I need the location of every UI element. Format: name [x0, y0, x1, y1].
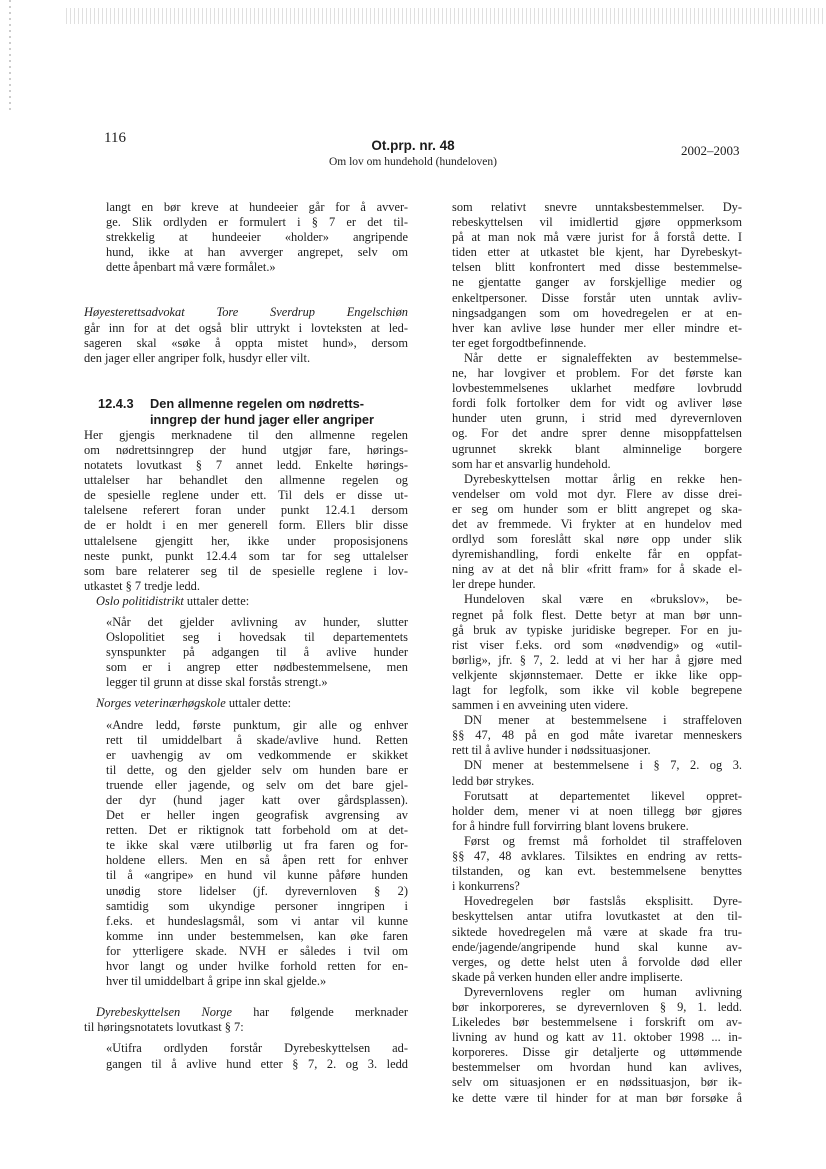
text-line: f.eks. et hundeslagsmål, som vi antar vil kunne — [106, 913, 408, 928]
text-line: på at man nok må være jurist for å forstå dette. I — [452, 230, 742, 245]
text-line: rett til umiddelbart å skade/avlive hund. Retten — [106, 732, 408, 747]
text-line: ordlyd som foreslått skal nøre opp under slik — [452, 532, 742, 547]
text-line: retten. Det er riktignok tatt forbehold om at det- — [106, 823, 408, 838]
text-line: bestemmelser om hvordan hund kan avlives, — [452, 1060, 742, 1075]
scan-artifact-top — [66, 8, 826, 24]
text-line: korporeres. Disse gir detaljerte og uttømmende — [452, 1045, 742, 1060]
right-paragraph-4 — [452, 592, 742, 713]
text-line: det av fremmede. Vi frykter at en hundelov med — [452, 516, 742, 531]
running-header-title: Ot.prp. nr. 48 — [371, 138, 455, 153]
text-line: Oslopolitiet seg i hovedsak til departementets — [106, 630, 408, 645]
dyrebeskyttelsen-lead: Dyrebeskyttelsen Norge — [96, 1005, 232, 1020]
text-line: «Når det gjelder avlivning av hunder, slutter — [106, 614, 408, 629]
text-line: ter eget forgodtbefinnende. — [452, 335, 587, 350]
text-line: de er holdt i en mer generell form. Ellers blir disse — [84, 518, 408, 533]
text-line: enkeltpersoner. Disse forstår uten unntak avliv- — [452, 290, 742, 305]
nvh-quote — [84, 718, 408, 990]
text-line: om nødrettsinngrep der hund utgjør fare, hørings- — [84, 442, 408, 457]
oslo-lead: Oslo politidistrikt — [96, 593, 184, 608]
right-paragraph-3 — [452, 472, 742, 593]
right-paragraph-2 — [452, 351, 742, 472]
text-line: hver kan avlive løse hunder mer eller mindre et- — [452, 320, 742, 335]
text-line: ne gjentatte ganger av forskjellige medier og — [452, 275, 742, 290]
text-line: te ikke skal være utilbørlig ut fra faren og for- — [106, 838, 408, 853]
text-line: hver til umiddelbart å gripe inn skal gjelde.» — [106, 974, 327, 989]
text-line: livning av hund og katt av 11. oktober 1998 ... in- — [452, 1030, 742, 1045]
right-paragraph-10 — [452, 985, 742, 1106]
left-column — [84, 200, 408, 1072]
nvh-rest: uttaler dette: — [225, 696, 292, 711]
intro-paragraph — [84, 428, 408, 594]
oslo-intro-line — [84, 594, 408, 609]
right-column — [452, 200, 742, 1106]
text-line: lovbestemmelsenes uklarhet medføre lovbrudd — [452, 381, 742, 396]
right-paragraph-6 — [452, 758, 742, 788]
right-paragraph-9 — [452, 894, 742, 985]
section-heading — [84, 396, 408, 428]
text-line: rebeskyttelsen vil imidlertid gjøre oppmerksom — [452, 215, 742, 230]
section-title-2: inngrep der hund jager eller angriper — [150, 411, 374, 427]
text-line: børlig», jfr. § 7, 2. ledd at vi her har å gjøre med — [452, 652, 742, 667]
text-line: siktede hovedregelen må være at skade fra tru- — [452, 924, 742, 939]
text-line: neste punkt, punkt 12.4.4 som tar for seg uttalelser — [84, 548, 408, 563]
text-line: Når dette er signaleffekten av bestemmelse- — [464, 350, 742, 365]
nvh-intro — [84, 696, 408, 711]
text-line: hvor langt og under hvilke forhold retten for en- — [106, 959, 408, 974]
right-paragraph-1 — [452, 200, 742, 351]
text-line: gå bruk av typiske juridiske begreper. For en ju- — [452, 622, 742, 637]
text-line: regnet på folk flest. Dette betyr at man bør unn- — [452, 607, 742, 622]
text-line: «Andre ledd, første punktum, gir alle og enhver — [106, 717, 408, 732]
text-line: langt en bør kreve at hundeeier går for å avver- — [106, 200, 408, 214]
text-line: som er i angrep etter nødbestemmelsene, men — [106, 660, 408, 675]
text-line: telsen blitt konfrontert med disse bestemmelse- — [452, 260, 742, 275]
text-line: Først og fremst må forholdet til straffeloven — [464, 833, 742, 848]
text-line: Hundeloven skal være en «brukslov», be- — [464, 592, 742, 607]
right-paragraph-7 — [452, 789, 742, 834]
dyrebeskyttelsen-intro — [84, 1005, 408, 1035]
quote-continued — [84, 200, 408, 275]
text-line: de spesielle reglene under ett. Til dels er disse ut- — [84, 488, 408, 503]
engelschion-lines — [84, 321, 408, 366]
text-line: DN mener at bestemmelsene i § 7, 2. og 3. — [464, 758, 742, 773]
text-line: DN mener at bestemmelsene i straffeloven — [464, 713, 742, 728]
engelschion-paragraph — [84, 305, 408, 365]
scan-artifact-left — [9, 0, 11, 110]
text-line: synspunkter på adgangen til å avlive hunder — [106, 645, 408, 660]
text-line: dyremishandling, fordi enkelte får en oppfat- — [452, 547, 742, 562]
text-line: holder dem, mener vi at noen tillegg bør gjøres — [452, 803, 742, 818]
text-line: komme inn under bestemmelsen, kan øke faren — [106, 928, 408, 943]
text-line: sammen i en avveining uten videre. — [452, 698, 629, 713]
text-line: ningsadgangen som om hovedregelen er at en- — [452, 305, 742, 320]
running-header-year: 2002–2003 — [681, 143, 740, 158]
text-line: Dyrevernlovens regler om human avlivning — [464, 984, 742, 999]
text-line: uttalelser har behandlet den allmenne regelen og — [84, 473, 408, 488]
text-line: ledd bør strykes. — [452, 773, 535, 788]
right-paragraph-5 — [452, 713, 742, 758]
text-line: for å hindre full forvirring blant lovens brukere. — [452, 818, 689, 833]
section-number: 12.4.3 — [98, 395, 134, 411]
text-line: hunder uten grunn, i strid med dyrevernloven — [452, 411, 742, 426]
text-line: beskyttelsen antar utifra lovutkastet at den til- — [452, 909, 742, 924]
text-line: ge. Slik ordlyden er formulert i § 7 er det til- — [106, 215, 408, 230]
section-heading-line1 — [84, 396, 408, 412]
text-line: ke dette være til hinder for at man bør forsøke å — [452, 1090, 742, 1105]
oslo-rest: uttaler dette: — [183, 593, 250, 608]
dyrebeskyttelsen-intro-line — [84, 1005, 408, 1020]
text-line: strekkelig at hundeeier «holder» angripende — [106, 230, 408, 245]
oslo-intro — [84, 594, 408, 609]
text-line: rett til å avlive hunder i nødssituasjoner. — [452, 743, 651, 758]
text-line: Likeledes bør bestemmelsene i forskrift om av- — [452, 1015, 742, 1030]
section-title-1: Den allmenne regelen om nødretts- — [150, 395, 365, 411]
text-line: sageren skal «søke å oppta mistet hund», dersom — [84, 335, 408, 350]
text-line: som har et ansvarlig hundehold. — [452, 456, 611, 471]
dyrebeskyttelsen-quote — [84, 1041, 408, 1071]
text-line: vendelser om vold mot dyr. Flere av disse drei- — [452, 486, 742, 501]
text-line: der dyr (hund jager katt over gårdsplassen). — [106, 793, 408, 807]
text-line: lagt for legfolk, som ikke vil koble begrepene — [452, 683, 742, 697]
text-line: som bare relaterer seg til de spesielle reglene i lov- — [84, 563, 408, 578]
text-line: notatets lovutkast § 7 annet ledd. Enkelte hørings- — [84, 458, 408, 473]
text-line: Hovedregelen bør fastslås eksplisitt. Dyre- — [464, 894, 742, 909]
text-line: bør inkorporeres, se dyrevernloven § 9, 1. ledd. — [452, 999, 742, 1014]
text-line: skade på verken hunden eller andre impliserte. — [452, 969, 683, 984]
text-line: til dette, og den gjelder selv om hunden bare er — [106, 762, 408, 777]
dyrebeskyttelsen-rest: har følgende merknader — [231, 1005, 408, 1020]
text-line: samtidig som ukyndige personer inngripen i — [106, 898, 408, 913]
text-line: «Utifra ordlyden forstår Dyrebeskyttelsen ad- — [106, 1041, 408, 1056]
text-line: er uavhengig av om vedkommende er skikket — [106, 747, 408, 762]
text-line: Det er heller ingen geografisk avgrensing av — [106, 808, 408, 823]
text-line: ne, har lovgiver et problem. For det første kan — [452, 366, 742, 381]
text-line: til å «angripe» en hund vil kunne påføre hunden — [106, 868, 408, 883]
nvh-intro-line — [84, 696, 408, 711]
text-line: i konkurrens? — [452, 879, 520, 894]
text-line: verges, og dette helst uten å forvolde død eller — [452, 954, 742, 969]
text-line: tiden etter at utkastet ble kjent, har Dyrebeskyt- — [452, 245, 742, 260]
text-line: ning av at det nå blir «fritt fram» for å skade el- — [452, 562, 742, 577]
text-line: ler drepe hunder. — [452, 577, 536, 592]
running-header-subtitle: Om lov om hundehold (hundeloven) — [328, 156, 497, 168]
text-line: unødig store lidelser (jf. dyrevernloven § 2) — [106, 883, 408, 898]
text-line: rist viser f.eks. ord som «nødvendig» og «util- — [452, 637, 742, 652]
text-line: Her gjengis merknadene til den allmenne regelen — [84, 427, 408, 442]
text-line: utkastet § 7 tredje ledd. — [84, 578, 200, 593]
text-line: dette åpenbart må være formålet.» — [106, 260, 276, 275]
text-line: talelsene referert foran under punkt 12.4.1 dersom — [84, 503, 408, 518]
text-line: fordi folk fortolker dem for vidt og avliver løse — [452, 396, 742, 411]
right-paragraph-8 — [452, 834, 742, 894]
text-line: legger til grunn at disse skal forstås strengt.» — [106, 675, 328, 690]
text-line: selv om situasjonen er en nødssituasjon, bør ik- — [452, 1075, 742, 1090]
page-number: 116 — [104, 130, 126, 146]
text-line: ugrunnet skrekk blant alminnelige borgere — [452, 441, 742, 456]
text-line: Dyrebeskyttelsen mottar årlig en rekke hen- — [464, 471, 742, 486]
nvh-lead: Norges veterinærhøgskole — [96, 696, 226, 711]
engelschion-lead: Høyesterettsadvokat Tore Sverdrup Engelschiøn — [84, 305, 408, 320]
text-line: og. For det andre sprer denne misoppfattelsen — [452, 426, 742, 441]
text-line: går inn for at det også blir uttrykt i lovteksten at led- — [84, 320, 408, 335]
text-line: §§ 47, 48 på en god måte ivaretar menneskers — [452, 728, 742, 743]
text-line: for ytterligere skade. NVH er således i tvil om — [106, 943, 408, 958]
engelschion-lead-line — [84, 305, 408, 320]
text-line: holdene ellers. Men en så åpen rett for enhver — [106, 853, 408, 868]
text-line: er seg om hunder som er blitt angrepet og ska- — [452, 501, 742, 516]
text-line: §§ 47, 48 avklares. Tilsiktes en endring av retts- — [452, 849, 742, 864]
dyrebeskyttelsen-intro-line2: til høringsnotatets lovutkast § 7: — [84, 1020, 244, 1035]
text-line: Forutsatt at departementet likevel oppret- — [464, 788, 742, 803]
text-line: velkjente skjønnstemaer. Dette er ikke like opp- — [452, 667, 742, 682]
text-line: som relativt snevre unntaksbestemmelser. Dy- — [452, 200, 742, 214]
text-line: uttalelsene gjengitt her, ikke under proposisjonens — [84, 533, 408, 548]
text-line: gangen til å avlive hund etter § 7, 2. og 3. ledd — [106, 1056, 408, 1071]
text-line: den jager eller angriper folk, husdyr eller vilt. — [84, 350, 311, 365]
text-line: ende/jagende/angripende hund skal kunne av- — [452, 939, 742, 954]
text-line: truende eller jagende, og selv om det bare gjel- — [106, 777, 408, 792]
text-line: hund, ikke at han avverger angrepet, selv om — [106, 245, 408, 260]
oslo-quote — [84, 615, 408, 690]
text-line: tilstanden, og kan evt. bestemmelsene benyttes — [452, 864, 742, 879]
